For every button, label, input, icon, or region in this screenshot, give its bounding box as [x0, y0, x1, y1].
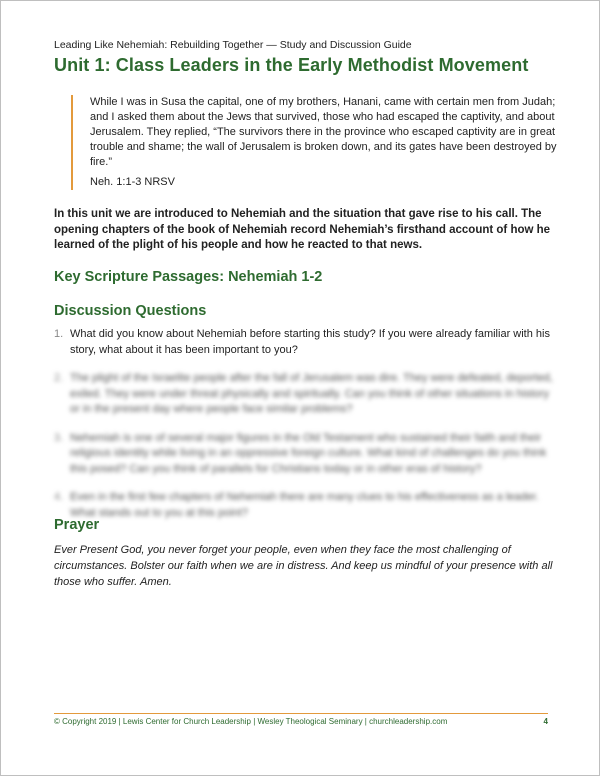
- unit-title: Unit 1: Class Leaders in the Early Methodist Movement: [54, 55, 529, 75]
- intro-paragraph: In this unit we are introduced to Nehemiah and the situation that gave rise to his call. The opening chapters of the book of Nehemiah record Nehemiah’s firsthand account of how he learned of the plight of his people and how he reacted to that news.: [54, 208, 551, 251]
- discussion-question: [54, 327, 559, 358]
- running-header: Leading Like Nehemiah: Rebuilding Together — Study and Discussion Guide: [54, 39, 412, 51]
- prayer-heading: Prayer: [54, 517, 100, 533]
- question-text: The plight of the Israelite people after the fall of Jerusalem was dire. They were defeated, deported, exiled. They were under threat physically and spiritually. Can you think of other situations in history or in the present day where people face similar problems?: [70, 372, 553, 415]
- question-text: What did you know about Nehemiah before starting this study? If you were already familiar with his story, what about it has been important to you?: [70, 328, 550, 356]
- page-footer: [54, 717, 548, 726]
- question-number: 3.: [54, 431, 64, 444]
- question-text: Even in the first few chapters of Nehemiah there are many clues to his effectiveness as a leader. What stands out to you at this point?: [70, 491, 539, 519]
- quote-text: While I was in Susa the capital, one of my brothers, Hanani, came with certain men from Judah; and I asked them about the Jews that survived, those who had escaped the captivity, and about Jerusalem. They replied, “The survivors there in the province who escaped captivity are in great trouble and shame; the wall of Jerusalem is broken down, and its gates have been destroyed by fire.”: [90, 96, 557, 168]
- question-number: 2.: [54, 372, 64, 384]
- page-number: 4: [543, 717, 548, 726]
- discussion-question: [54, 371, 559, 418]
- question-number: 4.: [54, 491, 64, 503]
- footer-divider: [54, 713, 548, 714]
- question-number: 1.: [54, 328, 64, 340]
- quote-citation: Neh. 1:1-3 NRSV: [90, 176, 175, 188]
- discussion-question-list: [54, 327, 559, 534]
- discussion-question: [54, 490, 559, 521]
- discussion-questions-heading: Discussion Questions: [54, 303, 207, 319]
- scripture-quote: [71, 95, 570, 190]
- key-scripture-heading: Key Scripture Passages: Nehemiah 1-2: [54, 269, 323, 285]
- question-text: Nehemiah is one of several major figures in the Old Testament who sustained their faith and their religious identity while living in an oppressive foreign culture. What kind of challenges do you think this posed? Can you think of parallels for Christians today or in other eras of history?: [70, 431, 547, 475]
- discussion-question: [54, 431, 559, 478]
- copyright-text: © Copyright 2019 | Lewis Center for Church Leadership | Wesley Theological Seminary | churchleadership.com: [54, 717, 448, 726]
- prayer-text: Ever Present God, you never forget your people, even when they face the most challenging of circumstances. Bolster our faith when we are in distress. And keep us mindful of your presence with all those who suffer. Amen.: [54, 544, 553, 588]
